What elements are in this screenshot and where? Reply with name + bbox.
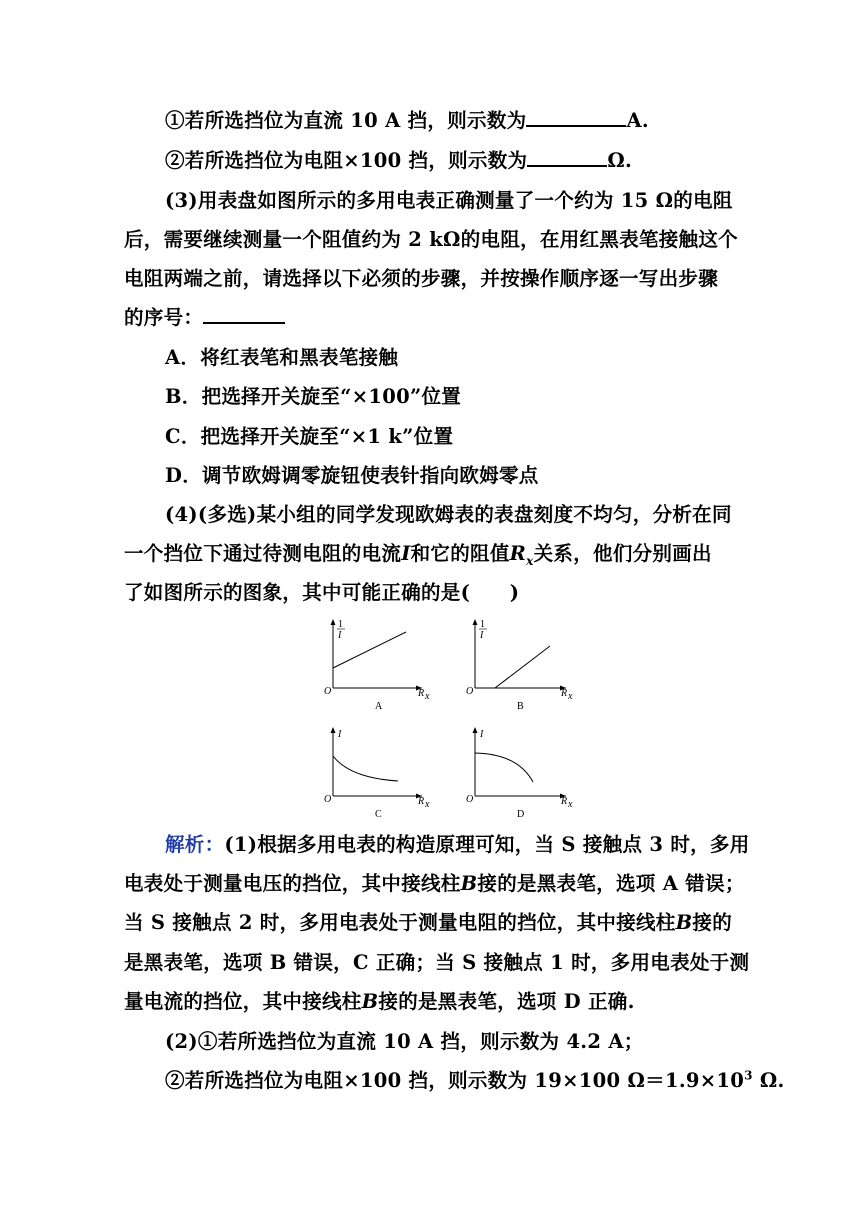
graph-c-y-label: I — [338, 729, 342, 740]
graph-c-x-label: R — [418, 796, 425, 807]
solution-heading: 解析： — [165, 833, 225, 856]
graph-a-x-sub: x — [425, 691, 430, 702]
q4-line2-pre: 一个挡位下通过待测电阻的电流 — [124, 542, 402, 565]
graph-b-label: B — [517, 701, 524, 712]
answer-blank-1[interactable] — [526, 107, 626, 127]
q3-line4 — [124, 302, 285, 330]
q4-symbol-r: R — [509, 542, 527, 565]
solution-line2-post: 接的是黑表笔，选项 A 错误； — [477, 872, 745, 895]
graph-b-x-sub: x — [568, 691, 573, 702]
q4-line1: (4)(多选)某小组的同学发现欧姆表的表盘刻度不均匀，分析在同 — [165, 503, 732, 526]
solution-line7-exponent: 3 — [744, 1068, 753, 1083]
q2-item2-unit: Ω. — [607, 149, 633, 172]
solution-line5-post: 接的是黑表笔，选项 D 正确. — [378, 990, 635, 1013]
q4-line2 — [124, 538, 712, 568]
q4-symbol-i: I — [401, 542, 411, 565]
graph-d-label: D — [517, 809, 525, 820]
q3-line2: 后，需要继续测量一个阻值约为 2 kΩ的电阻，在用红黑表笔接触这个 — [124, 228, 738, 251]
solution-line7-pre: ②若所选挡位为电阻×100 挡，则示数为 19×100 Ω＝1.9×10 — [165, 1069, 745, 1092]
q2-item2 — [165, 145, 632, 173]
q3-line3: 电阻两端之前，请选择以下必须的步骤，并按操作顺序逐一写出步骤 — [124, 267, 719, 290]
graph-c-origin: O — [324, 794, 332, 805]
solution-line2 — [124, 868, 745, 896]
q4-line2-post: 关系，他们分别画出 — [533, 542, 712, 565]
solution-line5-symbol: B — [361, 990, 379, 1013]
solution-line4: 是黑表笔，选项 B 错误，C 正确；当 S 接触点 1 时，多用电表处于测 — [124, 951, 750, 974]
graph-a-y-num: 1 — [338, 619, 343, 630]
q3-option-c: C．把选择开关旋至“×1 k”位置 — [165, 425, 454, 448]
q3-line4-text: 的序号： — [124, 306, 204, 329]
solution-line5 — [124, 986, 635, 1014]
q3-line1: (3)用表盘如图所示的多用电表正确测量了一个约为 15 Ω的电阻 — [165, 189, 733, 212]
graph-a-label: A — [375, 701, 383, 712]
q2-item1-unit: A. — [626, 109, 649, 132]
answer-blank-3[interactable] — [203, 304, 285, 324]
solution-line7 — [165, 1065, 785, 1093]
graph-a — [318, 618, 428, 713]
solution-line7-post: Ω. — [752, 1069, 785, 1092]
graph-d-y-label: I — [480, 729, 484, 740]
solution-line2-pre: 电表处于测量电压的挡位，其中接线柱 — [124, 872, 461, 895]
solution-line3 — [124, 907, 732, 935]
q4-line3: 了如图所示的图象，其中可能正确的是( ) — [124, 581, 520, 604]
graph-b — [458, 618, 573, 713]
graph-d-x-sub: x — [568, 799, 573, 810]
graph-d-x-label: R — [561, 796, 568, 807]
graph-b-y-den: I — [480, 630, 484, 641]
solution-line6: (2)①若所选挡位为直流 10 A 挡，则示数为 4.2 A； — [165, 1030, 644, 1053]
q3-option-b: B．把选择开关旋至“×100”位置 — [165, 385, 462, 408]
graph-a-x-label: R — [418, 688, 425, 699]
solution-line2-symbol: B — [460, 872, 478, 895]
q4-symbol-sub: x — [526, 553, 534, 568]
q2-item2-text: ②若所选挡位为电阻×100 挡，则示数为 — [165, 149, 528, 172]
solution-line3-symbol: B — [675, 911, 693, 934]
graph-b-origin: O — [466, 686, 474, 697]
graph-c-x-sub: x — [425, 799, 430, 810]
graph-d-origin: O — [466, 794, 474, 805]
graph-b-x-label: R — [561, 688, 568, 699]
solution-line5-pre: 量电流的挡位，其中接线柱 — [124, 990, 362, 1013]
graph-a-y-den: I — [338, 630, 342, 641]
q3-option-d: D．调节欧姆调零旋钮使表针指向欧姆零点 — [165, 464, 539, 487]
answer-blank-2[interactable] — [527, 147, 607, 167]
graph-c — [318, 726, 428, 821]
graph-d — [458, 726, 573, 821]
q2-item1 — [165, 105, 649, 133]
graph-b-y-num: 1 — [480, 619, 485, 630]
q2-item1-text: ①若所选挡位为直流 10 A 挡，则示数为 — [165, 109, 527, 132]
graph-c-label: C — [375, 809, 382, 820]
q3-option-a: A．将红表笔和黑表笔接触 — [165, 346, 399, 369]
q4-line2-mid: 和它的阻值 — [410, 542, 510, 565]
graph-a-origin: O — [324, 686, 332, 697]
solution-line1 — [165, 829, 750, 857]
solution-line1-text: (1)根据多用电表的构造原理可知，当 S 接触点 3 时，多用 — [224, 833, 750, 856]
solution-line3-post: 接的 — [692, 911, 733, 934]
solution-line3-pre: 当 S 接触点 2 时，多用电表处于测量电阻的挡位，其中接线柱 — [124, 911, 676, 934]
